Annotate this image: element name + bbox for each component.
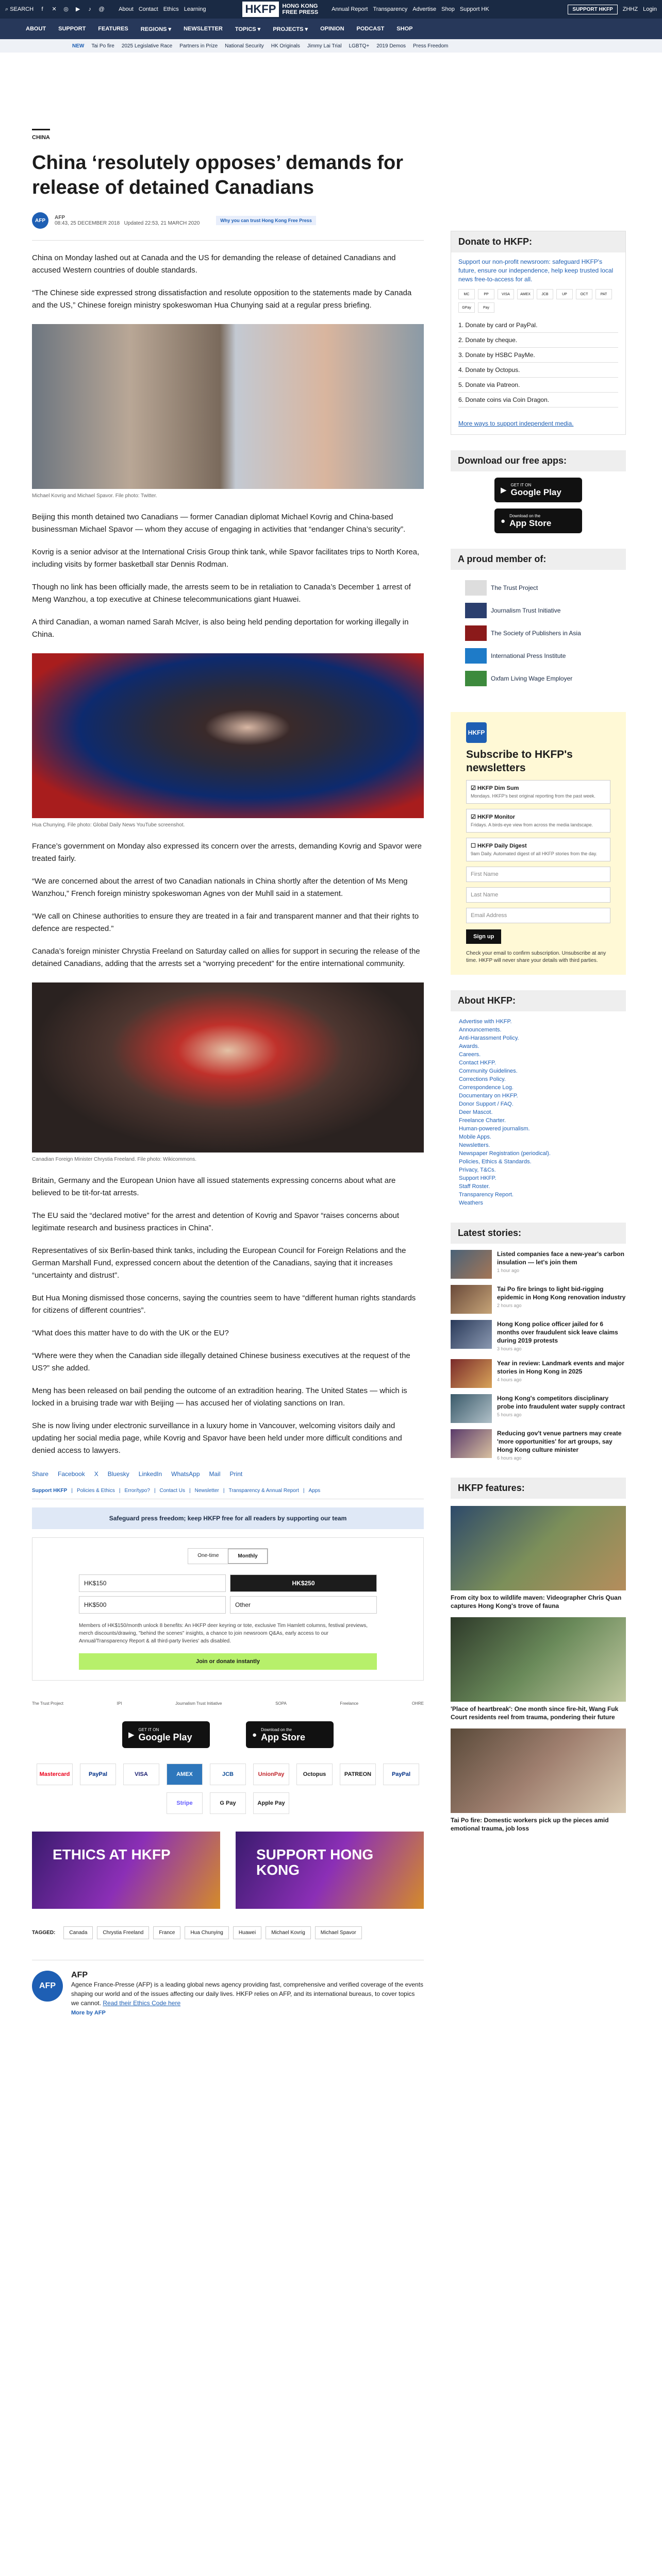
latest-stories xyxy=(451,1250,626,1462)
login-link[interactable]: Login xyxy=(643,6,657,12)
share-x[interactable]: X xyxy=(94,1470,98,1478)
partner-logo[interactable]: Journalism Trust Initiative xyxy=(175,1701,222,1706)
google-play-badge[interactable]: ▶ GET IT ON Google Play xyxy=(494,478,582,502)
nav-item[interactable]: TOPICS ▾ xyxy=(235,26,261,32)
payment-methods xyxy=(32,1764,424,1814)
applepay-icon: Pay xyxy=(478,302,494,313)
nav-item[interactable]: PODCAST xyxy=(356,26,385,32)
instagram-icon[interactable]: ◎ xyxy=(63,6,69,12)
paragraph: But Hua Moning dismissed those concerns, saying the countries seem to have “different human rights standards for citizens of different countries”. xyxy=(32,1294,416,1315)
about-link[interactable]: Documentary on HKFP. xyxy=(459,1093,518,1099)
trending-link[interactable]: National Security xyxy=(225,43,264,49)
share-bluesky[interactable]: Bluesky xyxy=(107,1470,129,1478)
donate-way[interactable]: 1. Donate by card or PayPal. xyxy=(458,318,618,333)
donate-way[interactable]: 5. Donate via Patreon. xyxy=(458,378,618,393)
about-link[interactable]: Staff Roster. xyxy=(459,1183,490,1190)
trending-link[interactable]: 2019 Demos xyxy=(376,43,406,49)
amount-options xyxy=(79,1574,377,1614)
byline xyxy=(32,212,424,229)
donate-way[interactable]: 3. Donate by HSBC PayMe. xyxy=(458,348,618,363)
share-whatsapp[interactable]: WhatsApp xyxy=(171,1470,200,1478)
about-link[interactable]: Mobile Apps. xyxy=(459,1134,491,1140)
feature-item[interactable]: From city box to wildlife maven: Videographer Chris Quan captures Hong Kong's trove of fauna xyxy=(451,1506,626,1610)
one-time-option[interactable]: One-time xyxy=(197,1553,219,1558)
member-logo[interactable]: International Press Institute xyxy=(465,648,611,664)
safeguard-banner: Safeguard press freedom; keep HKFP free for all readers by supporting our team xyxy=(32,1507,424,1529)
trending-link[interactable]: Partners in Prize xyxy=(179,43,218,49)
about-link[interactable]: Transparency Report. xyxy=(459,1192,514,1198)
top-link[interactable]: Advertise xyxy=(412,6,437,12)
payment-icon[interactable]: UnionPay xyxy=(253,1764,289,1785)
about-link[interactable]: Weathers xyxy=(459,1200,483,1206)
patreon-icon: PAT xyxy=(595,289,612,299)
member-logos xyxy=(451,570,626,697)
about-link[interactable]: Policies, Ethics & Standards. xyxy=(459,1159,532,1165)
latest-story[interactable]: Hong Kong's competitors disciplinary probe into fraudulent water supply contract 5 hours ago xyxy=(451,1394,626,1423)
support-link[interactable]: Support HKFP xyxy=(32,1488,68,1494)
trending-link[interactable]: Tai Po fire xyxy=(91,43,114,49)
top-link[interactable]: About xyxy=(119,6,134,12)
visa-icon: VISA xyxy=(498,289,514,299)
tag[interactable]: Michael Spavor xyxy=(315,1926,362,1939)
support-link[interactable]: Policies & Ethics xyxy=(76,1488,115,1494)
gpay-icon: GPay xyxy=(458,302,475,313)
paragraph: “What does this matter have to do with the UK or the EU? xyxy=(32,1329,229,1337)
payment-icon[interactable]: PayPal xyxy=(80,1764,116,1785)
payment-icon[interactable]: PATREON xyxy=(340,1764,376,1785)
support-link[interactable]: Error/typo? xyxy=(124,1488,150,1494)
about-link[interactable]: Announcements. xyxy=(459,1027,502,1033)
partner-logo[interactable]: IPI xyxy=(117,1701,122,1706)
tag-list xyxy=(32,1926,424,1939)
frequency-toggle xyxy=(188,1548,268,1564)
site-logo[interactable] xyxy=(242,2,319,17)
article xyxy=(32,52,424,2016)
widget-title: Latest stories: xyxy=(451,1223,626,1244)
tag[interactable]: Huawei xyxy=(233,1926,261,1939)
ethics-banner[interactable]: ETHICS AT HKFP xyxy=(32,1832,220,1909)
separator: | xyxy=(303,1488,305,1494)
author-avatar-large[interactable]: AFP xyxy=(32,1971,63,2002)
trending-link[interactable]: HK Originals xyxy=(271,43,300,49)
top-link[interactable]: Shop xyxy=(441,6,455,12)
promo-banners xyxy=(32,1832,424,1909)
first-name-input[interactable]: First Name xyxy=(466,867,610,882)
donate-way[interactable]: 6. Donate coins via Coin Dragon. xyxy=(458,393,618,408)
nav-item[interactable]: OPINION xyxy=(320,26,344,32)
publish-date: 08:43, 25 DECEMBER 2018 xyxy=(55,221,120,226)
widget-title: About HKFP: xyxy=(451,990,626,1011)
partner-logos xyxy=(32,1701,424,1706)
google-play-badge[interactable]: ▶ GET IT ON Google Play xyxy=(122,1721,210,1748)
paragraph: Though no link has been officially made, the arrests seem to be in retaliation to Canada’s December 1 arrest of Meng Wanzhou, a top executive at Chinese telecommunications giant Huawei. xyxy=(32,583,411,604)
separator: | xyxy=(71,1488,73,1494)
newsletter-option[interactable]: ☑ HKFP Dim Sum Mondays. HKFP's best original reporting from the past week. xyxy=(466,780,610,804)
latest-story[interactable]: Tai Po fire brings to light bid-rigging epidemic in Hong Kong renovation industry 2 hours ago xyxy=(451,1285,626,1314)
about-link[interactable]: Awards. xyxy=(459,1043,479,1049)
paragraph: Meng has been released on bail pending the outcome of an extradition hearing. The United States — which is locked in a bruising trade war with Beijing — has accused her of violating sanctions on Iran. xyxy=(32,1386,407,1408)
ethics-code-link[interactable]: Read their Ethics Code here xyxy=(103,1999,181,2007)
separator: | xyxy=(189,1488,191,1494)
new-label: NEW xyxy=(72,43,85,49)
language-switch[interactable]: ZHHZ xyxy=(622,6,638,12)
photo-kovrig-spavor xyxy=(32,324,424,489)
donate-widget xyxy=(451,231,626,435)
search-button[interactable]: ⌕ SEARCH xyxy=(5,6,34,12)
author-name[interactable]: AFP xyxy=(55,215,65,221)
trending-link[interactable]: Jimmy Lai Trial xyxy=(307,43,342,49)
feature-item[interactable]: 'Place of heartbreak': One month since fire-hit, Wang Fuk Court residents reel from trauma, pondering their future xyxy=(451,1617,626,1721)
member-logo[interactable]: The Society of Publishers in Asia xyxy=(465,625,611,641)
membership-benefits: Members of HK$150/month unlock 8 benefits: An HKFP deer keyring or tote, exclusive Tim Hamlett columns, festival previews, merch discounts/drawing, "behind the scenes" insights, a chance to join newsroom Q&As, early access to our Annual/Transparency Report & all third-party liveries' ads disabled. xyxy=(79,1623,368,1644)
join-donate-button[interactable]: Join or donate instantly xyxy=(79,1653,377,1670)
donate-text[interactable]: Support our non-profit newsroom: safeguard HKFP's future, ensure our independence, help keep trusted local news free-to-access for all. xyxy=(458,258,614,283)
support-link[interactable]: Apps xyxy=(308,1488,321,1494)
widget-title: A proud member of: xyxy=(451,549,626,570)
support-banner[interactable]: SUPPORT HONG KONG xyxy=(236,1832,424,1909)
octopus-icon: OCT xyxy=(576,289,592,299)
top-link[interactable]: Support HK xyxy=(459,6,489,12)
widget-title: HKFP features: xyxy=(451,1478,626,1499)
author-box-name[interactable]: AFP xyxy=(71,1971,88,1979)
unionpay-icon: UP xyxy=(556,289,573,299)
partner-logo[interactable]: OHRE xyxy=(411,1701,424,1706)
support-hkfp-button[interactable]: SUPPORT HKFP xyxy=(568,5,617,14)
nav-item[interactable]: SUPPORT xyxy=(58,26,86,32)
about-link[interactable]: Freelance Charter. xyxy=(459,1117,506,1124)
payment-icon[interactable]: Octopus xyxy=(296,1764,333,1785)
photo-caption: Canadian Foreign Minister Chrystia Freeland. File photo: Wikicommons. xyxy=(32,1157,197,1162)
share-facebook[interactable]: Facebook xyxy=(58,1470,85,1478)
paragraph: China on Monday lashed out at Canada and the US for demanding the release of detained Canadians and accused Western countries of double standards. xyxy=(32,253,396,275)
latest-story[interactable]: Hong Kong police officer jailed for 6 months over fraudulent sick leave claims during 2019 protests 3 hours ago xyxy=(451,1320,626,1353)
paypal-icon: PP xyxy=(478,289,494,299)
paragraph: Beijing this month detained two Canadians — former Canadian diplomat Michael Kovrig and China-based businessman Michael Spavor — whom they accuse of engaging in activities that “endanger China’s security”. xyxy=(32,513,406,534)
tag[interactable]: France xyxy=(153,1926,180,1939)
latest-story[interactable]: Year in review: Landmark events and major stories in Hong Kong in 2025 4 hours ago xyxy=(451,1359,626,1388)
apple-icon: ● xyxy=(501,516,506,526)
donate-box xyxy=(32,1537,424,1681)
newsletter-option[interactable]: ☑ HKFP Monitor Fridays. A birds-eye view from across the media landscape. xyxy=(466,809,610,833)
nav-item[interactable]: ABOUT xyxy=(26,26,46,32)
top-link[interactable]: Contact xyxy=(138,6,158,12)
updated-date: Updated 22:53, 21 MARCH 2020 xyxy=(124,221,200,226)
photo-caption: Michael Kovrig and Michael Spavor. File photo: Twitter. xyxy=(32,493,157,499)
partner-logo[interactable]: The Trust Project xyxy=(32,1701,63,1706)
member-logo[interactable]: Journalism Trust Initiative xyxy=(465,603,611,618)
threads-icon[interactable]: @ xyxy=(98,6,105,12)
amount-option-other[interactable]: Other xyxy=(230,1596,377,1614)
tiktok-icon[interactable]: ♪ xyxy=(88,6,91,12)
separator: | xyxy=(119,1488,121,1494)
trending-link[interactable]: LGBTQ+ xyxy=(349,43,370,49)
nav-item[interactable]: NEWSLETTER xyxy=(184,26,223,32)
share-link[interactable]: Share xyxy=(32,1470,49,1478)
apple-icon: ● xyxy=(252,1730,257,1739)
payment-icon[interactable]: PayPal xyxy=(383,1764,419,1785)
amount-option[interactable]: HK$500 xyxy=(79,1596,226,1614)
jcb-icon: JCB xyxy=(537,289,553,299)
x-icon[interactable]: ✕ xyxy=(52,6,57,12)
newsletter-widget xyxy=(451,712,626,975)
about-link[interactable]: Community Guidelines. xyxy=(459,1068,518,1074)
photo-freeland xyxy=(32,982,424,1153)
separator: | xyxy=(154,1488,156,1494)
latest-story[interactable]: Listed companies face a new-year's carbon insulation — let's join them 1 hour ago xyxy=(451,1250,626,1279)
logo-mark: HKFP xyxy=(242,2,279,17)
about-links xyxy=(451,1018,626,1207)
author-box xyxy=(32,1960,424,2016)
more-ways-link[interactable]: More ways to support independent media. xyxy=(458,420,574,427)
email-input[interactable]: Email Address xyxy=(466,908,610,923)
newsletter-option[interactable]: ☐ HKFP Daily Digest 9am Daily. Automated digest of all HKFP stories from the day. xyxy=(466,838,610,861)
donate-way[interactable]: 2. Donate by cheque. xyxy=(458,333,618,348)
features-list xyxy=(451,1506,626,1833)
paragraph: Kovrig is a senior advisor at the International Crisis Group think tank, while Spavor facilitates trips to North Korea, including visits by former basketball star Dennis Rodman. xyxy=(32,548,420,569)
tag[interactable]: Michael Kovrig xyxy=(266,1926,311,1939)
about-link[interactable]: Careers. xyxy=(459,1052,481,1058)
support-link[interactable]: Transparency & Annual Report xyxy=(228,1488,299,1494)
app-store-badge[interactable]: ● Download on the App Store xyxy=(494,509,582,533)
support-links xyxy=(32,1488,424,1499)
about-link[interactable]: Deer Mascot. xyxy=(459,1109,493,1115)
newsletter-title: Subscribe to HKFP's newsletters xyxy=(466,749,573,774)
paragraph: A third Canadian, a woman named Sarah McIver, is also being held pending deportation for working illegally in China. xyxy=(32,618,409,639)
amex-icon: AMEX xyxy=(517,289,534,299)
hkfp-logo: HKFP xyxy=(466,722,487,743)
partner-logo[interactable]: SOPA xyxy=(275,1701,287,1706)
top-link[interactable]: Transparency xyxy=(373,6,408,12)
payment-icon[interactable]: Mastercard xyxy=(37,1764,73,1785)
nav-item[interactable]: PROJECTS ▾ xyxy=(273,26,308,32)
donate-ways xyxy=(451,313,625,413)
paragraph: “Where were they when the Canadian side illegally detained Chinese business executives at the request of the US?” she added. xyxy=(32,1351,410,1372)
trending-link[interactable]: Press Freedom xyxy=(413,43,449,49)
payment-icon[interactable]: G Pay xyxy=(210,1792,246,1814)
payment-icon[interactable]: JCB xyxy=(210,1764,246,1785)
separator: | xyxy=(223,1488,225,1494)
payment-icon[interactable]: Apple Pay xyxy=(253,1792,289,1814)
paragraph: Canada’s foreign minister Chrystia Freeland on Saturday called on allies for support in securing the release of the detained Canadians, adding that the arrests set a “worrying precedent” for the entire international community. xyxy=(32,947,420,968)
last-name-input[interactable]: Last Name xyxy=(466,887,610,903)
article-title: China ‘resolutely opposes’ demands for release of detained Canadians xyxy=(32,152,404,198)
trending-link[interactable]: 2025 Legislative Race xyxy=(121,43,173,49)
paragraph: “The Chinese side expressed strong dissatisfaction and resolute opposition to the statements made by Canada and the US,” Chinese foreign ministry spokeswoman Hua Chunying said at a regular press briefing. xyxy=(32,289,412,310)
author-avatar[interactable]: AFP xyxy=(32,212,48,229)
donate-way[interactable]: 4. Donate by Octopus. xyxy=(458,363,618,378)
play-icon: ▶ xyxy=(128,1731,135,1739)
paragraph: She is now living under electronic surveillance in a luxury home in Vancouver, welcoming visitors daily and updating her social media page, while Kovrig and Spavor have been held under more difficult conditions and denied access to lawyers. xyxy=(32,1421,402,1455)
play-icon: ▶ xyxy=(501,486,507,495)
youtube-icon[interactable]: ▶ xyxy=(75,6,80,12)
payment-icon[interactable]: AMEX xyxy=(167,1764,203,1785)
signup-button[interactable]: Sign up xyxy=(466,929,501,944)
paragraph: Britain, Germany and the European Union have all issued statements expressing concerns about what are believed to be tit-for-tat arrests. xyxy=(32,1176,396,1197)
top-link[interactable]: Learning xyxy=(184,6,206,12)
top-bar xyxy=(0,0,662,19)
about-link[interactable]: Contact HKFP. xyxy=(459,1060,496,1066)
about-link[interactable]: Newsletters. xyxy=(459,1142,490,1148)
tag-label: TAGGED: xyxy=(32,1930,56,1936)
tag[interactable]: Hua Chunying xyxy=(185,1926,228,1939)
member-logo[interactable]: The Trust Project xyxy=(465,580,611,596)
payment-icon[interactable]: Stripe xyxy=(167,1792,203,1814)
member-logo[interactable]: Oxfam Living Wage Employer xyxy=(465,671,611,686)
about-link[interactable]: Advertise with HKFP. xyxy=(459,1019,512,1025)
nav-item[interactable]: FEATURES xyxy=(98,26,128,32)
app-store-badge[interactable]: ● Download on the App Store xyxy=(246,1721,334,1748)
photo-caption: Hua Chunying. File photo: Global Daily News YouTube screenshot. xyxy=(32,822,185,828)
main-nav xyxy=(0,19,662,39)
widget-title: Download our free apps: xyxy=(451,450,626,471)
trust-link[interactable]: Why you can trust Hong Kong Free Press xyxy=(216,216,316,225)
about-link[interactable]: Corrections Policy. xyxy=(459,1076,506,1082)
support-link[interactable]: Newsletter xyxy=(194,1488,219,1494)
author-bio: Agence France-Presse (AFP) is a leading global news agency providing fast, comprehensive and verified coverage of the events shaping our world and of the issues affecting our daily lives. HKFP relies on AFP, and its international bureaus, to cover topics we cannot. Read their Ethics Code here xyxy=(71,1981,424,2007)
app-store-badges xyxy=(32,1721,424,1748)
photo-hua-chunying xyxy=(32,653,424,818)
top-link[interactable]: Ethics xyxy=(163,6,179,12)
social-icons xyxy=(39,6,105,13)
top-link[interactable]: Annual Report xyxy=(332,6,368,12)
amount-option[interactable]: HK$150 xyxy=(79,1574,226,1592)
tag[interactable]: Canada xyxy=(63,1926,93,1939)
share-mail[interactable]: Mail xyxy=(209,1470,221,1478)
share-print[interactable]: Print xyxy=(229,1470,243,1478)
feature-item[interactable]: Tai Po fire: Domestic workers pick up the pieces amid emotional trauma, job loss xyxy=(451,1728,626,1833)
paragraph: “We are concerned about the arrest of two Canadian nationals in China shortly after the detention of Ms Meng Wanzhou,” French foreign ministry spokeswoman Agnes von der Muhll said in a statement. xyxy=(32,877,408,898)
widget-title: Donate to HKFP: xyxy=(451,231,625,252)
mastercard-icon: MC xyxy=(458,289,475,299)
paragraph: Representatives of six Berlin-based think tanks, including the European Council for Foreign Relations and the German Marshall Fund, expressed concern about the detention of the Canadians, saying that it increases “uncertainty and distrust”. xyxy=(32,1246,406,1280)
paragraph: “We call on Chinese authorities to ensure they are treated in a fair and transparent manner and that their rights to defence are respected.” xyxy=(32,912,419,933)
paragraph: France’s government on Monday also expressed its concern over the arrests, demanding Kovrig and Spavor were treated fairly. xyxy=(32,842,422,863)
newsletter-fine-print: Check your email to confirm subscription. Unsubscribe at any time. HKFP will never share your details with third parties. xyxy=(466,951,606,963)
about-link[interactable]: Human-powered journalism. xyxy=(459,1126,530,1132)
share-bar xyxy=(32,1470,424,1478)
about-link[interactable]: Newspaper Registration (periodical). xyxy=(459,1150,551,1157)
top-links xyxy=(119,6,206,12)
payment-icon[interactable]: VISA xyxy=(123,1764,159,1785)
nav-item[interactable]: REGIONS ▾ xyxy=(140,26,172,32)
tag[interactable]: Chrystia Freeland xyxy=(97,1926,149,1939)
about-link[interactable]: Support HKFP. xyxy=(459,1175,496,1181)
nav-item[interactable]: SHOP xyxy=(396,26,413,32)
about-link[interactable]: Privacy, T&Cs. xyxy=(459,1167,496,1173)
monthly-option[interactable]: Monthly xyxy=(228,1549,267,1564)
latest-story[interactable]: Reducing gov't venue partners may create 'more opportunities' for art groups, say Hong Kong culture minister 6 hours ago xyxy=(451,1429,626,1462)
trending-bar xyxy=(0,39,662,53)
top-links-right xyxy=(332,6,489,12)
payment-icons xyxy=(451,289,625,313)
facebook-icon[interactable]: f xyxy=(41,6,43,12)
share-linkedin[interactable]: LinkedIn xyxy=(138,1470,162,1478)
category-link[interactable]: CHINA xyxy=(32,129,50,141)
paragraph: The EU said the “declared motive” for the arrest and detention of Kovrig and Spavor “raises concerns about legitimate research and business practices in China”. xyxy=(32,1211,400,1232)
sidebar xyxy=(451,231,626,1833)
support-link[interactable]: Contact Us xyxy=(159,1488,186,1494)
about-link[interactable]: Donor Support / FAQ. xyxy=(459,1101,514,1107)
more-by-author-link[interactable]: More by AFP xyxy=(71,2010,106,2016)
partner-logo[interactable]: Freelance xyxy=(340,1701,359,1706)
logo-text: HONG KONG FREE PRESS xyxy=(282,3,319,15)
about-link[interactable]: Correspondence Log. xyxy=(459,1084,514,1091)
about-link[interactable]: Anti-Harassment Policy. xyxy=(459,1035,519,1041)
amount-option-selected[interactable]: HK$250 xyxy=(230,1574,377,1592)
